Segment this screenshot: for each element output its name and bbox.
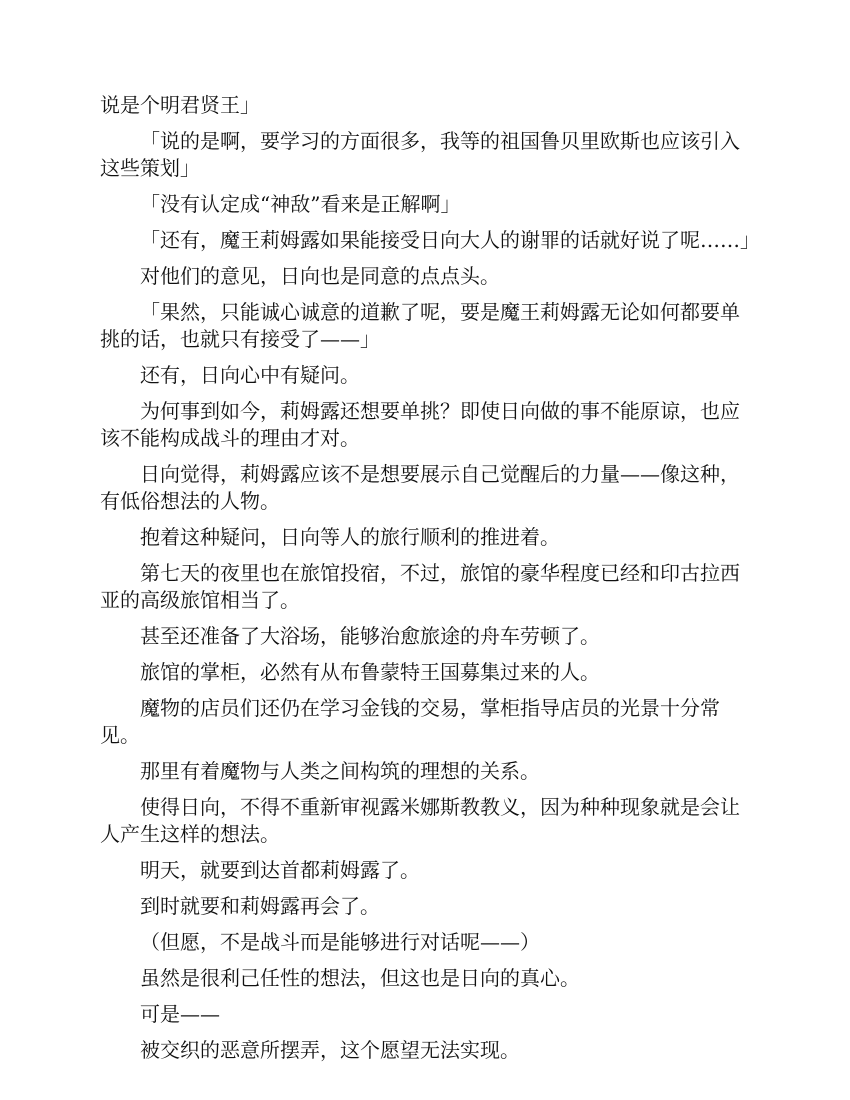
paragraph-16: 使得日向，不得不重新审视露米娜斯教教义，因为种种现象就是会让人产生这样的想法。 bbox=[100, 795, 740, 846]
paragraph-18: 到时就要和莉姆露再会了。 bbox=[140, 894, 380, 918]
paragraph-14: 魔物的店员们还仍在学习金钱的交易，掌柜指导店员的光景十分常见。 bbox=[100, 696, 720, 747]
paragraph-19: （但愿，不是战斗而是能够进行对话呢——） bbox=[140, 930, 540, 954]
paragraph-6: 「果然，只能诚心诚意的道歉了呢，要是魔王莉姆露无论如何都要单挑的话，也就只有接受了——」 bbox=[100, 300, 740, 351]
paragraph-17: 明天，就要到达首都莉姆露了。 bbox=[140, 858, 420, 882]
paragraph-4: 「还有，魔王莉姆露如果能接受日向大人的谢罪的话就好说了呢……」 bbox=[140, 228, 760, 252]
paragraph-11: 第七天的夜里也在旅馆投宿，不过，旅馆的豪华程度已经和印古拉西亚的高级旅馆相当了。 bbox=[100, 561, 740, 612]
paragraph-22: 被交织的恶意所摆弄，这个愿望无法实现。 bbox=[140, 1038, 520, 1062]
paragraph-7: 还有，日向心中有疑问。 bbox=[140, 363, 360, 387]
paragraph-15: 那里有着魔物与人类之间构筑的理想的关系。 bbox=[140, 759, 540, 783]
paragraph-5: 对他们的意见，日向也是同意的点点头。 bbox=[140, 264, 500, 288]
document-body bbox=[100, 92, 760, 1073]
paragraph-12: 甚至还准备了大浴场，能够治愈旅途的舟车劳顿了。 bbox=[140, 624, 600, 648]
paragraph-9: 日向觉得，莉姆露应该不是想要展示自己觉醒后的力量——像这种，有低俗想法的人物。 bbox=[100, 462, 740, 513]
paragraph-10: 抱着这种疑问，日向等人的旅行顺利的推进着。 bbox=[140, 525, 560, 549]
paragraph-2: 「说的是啊，要学习的方面很多，我等的祖国鲁贝里欧斯也应该引入这些策划」 bbox=[100, 129, 740, 180]
paragraph-1: 说是个明君贤王」 bbox=[100, 93, 260, 117]
paragraph-3: 「没有认定成“神敌”看来是正解啊」 bbox=[140, 192, 461, 216]
paragraph-8: 为何事到如今，莉姆露还想要单挑？即使日向做的事不能原谅，也应该不能构成战斗的理由才对。 bbox=[100, 399, 740, 450]
paragraph-21: 可是—— bbox=[140, 1002, 220, 1026]
paragraph-13: 旅馆的掌柜，必然有从布鲁蒙特王国募集过来的人。 bbox=[140, 660, 600, 684]
paragraph-20: 虽然是很利己任性的想法，但这也是日向的真心。 bbox=[140, 966, 580, 990]
